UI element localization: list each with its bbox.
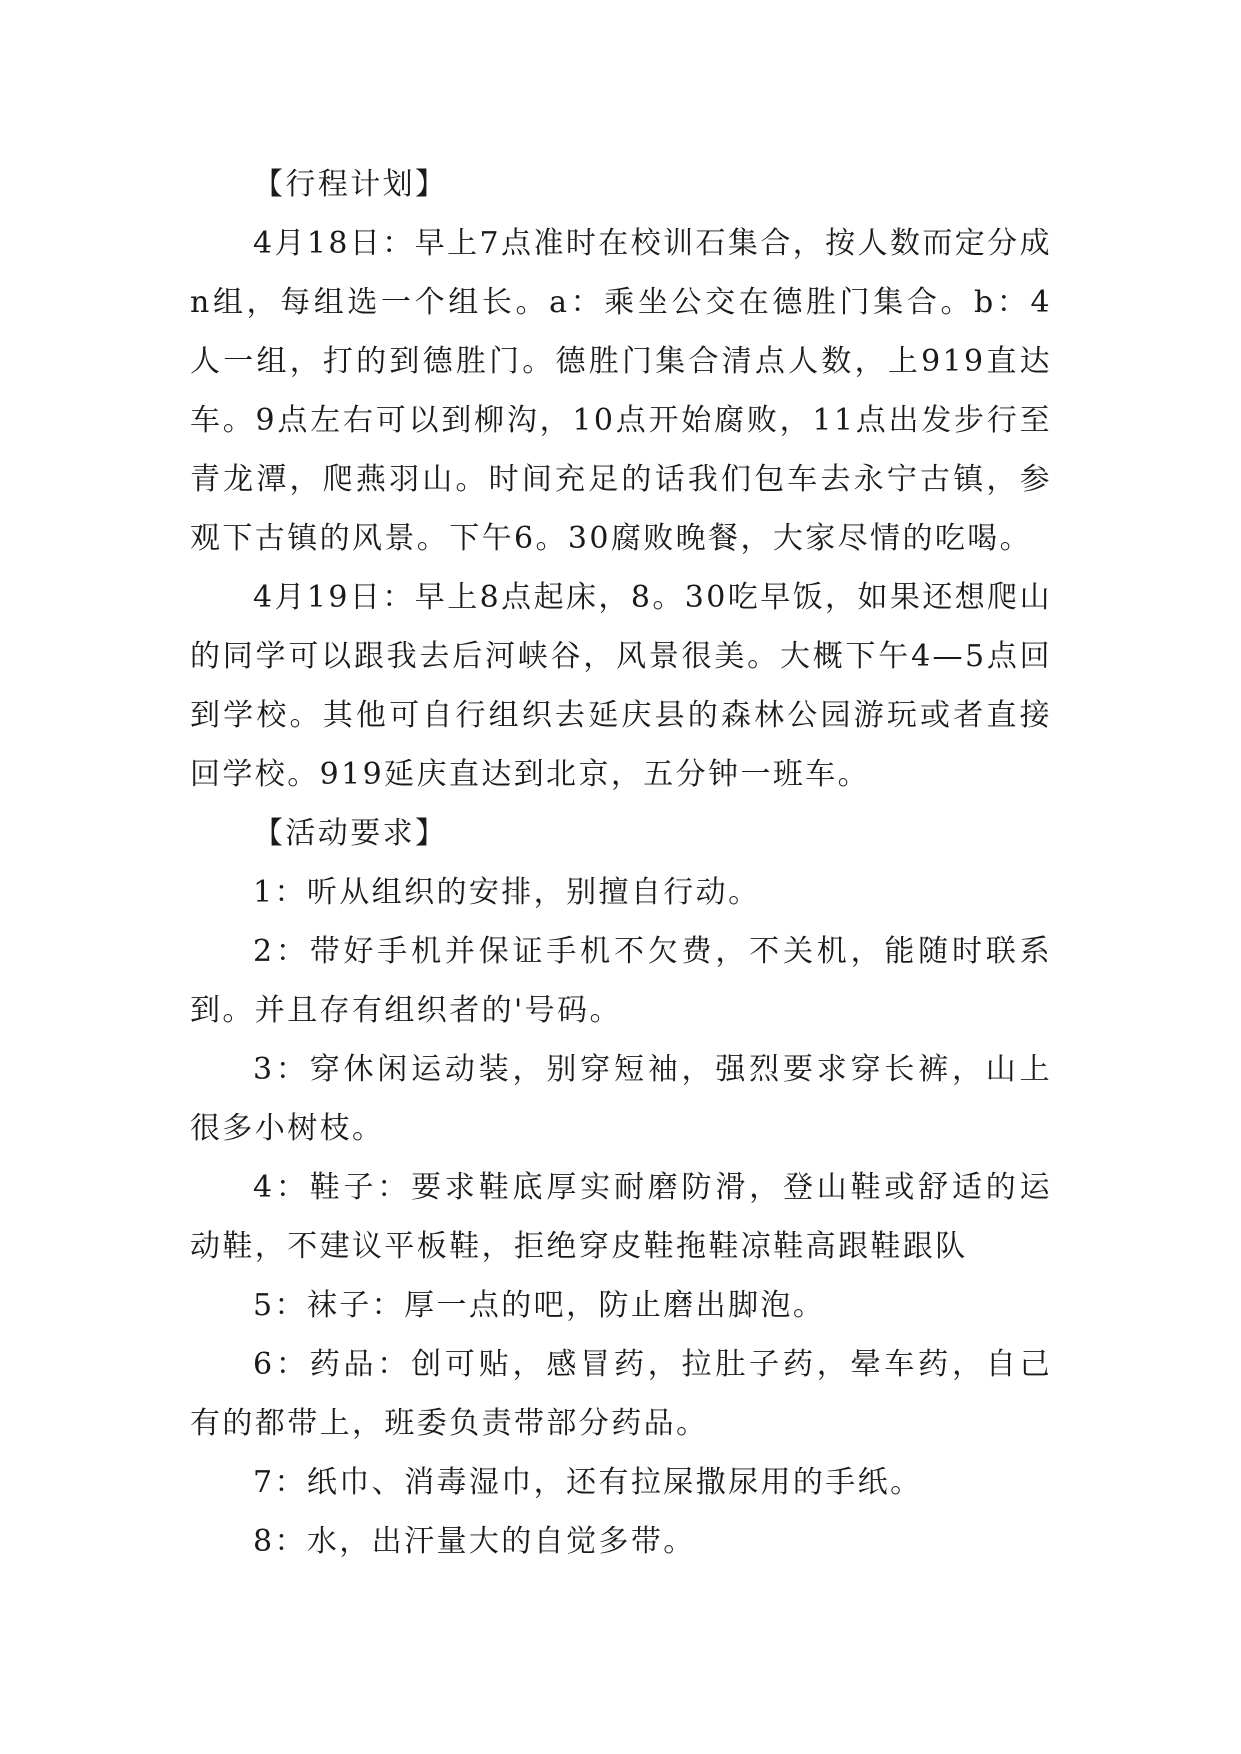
requirement-item-1: 1：听从组织的安排，别擅自行动。 [253,875,761,910]
requirement-item-6: 6：药品：创可贴，感冒药，拉肚子药，晕车药，自己有的都带上，班委负责带部分药品。 [190,1347,1052,1441]
requirement-item-5: 5：袜子：厚一点的吧，防止磨出脚泡。 [253,1288,826,1323]
requirement-item-4: 4：鞋子：要求鞋底厚实耐磨防滑，登山鞋或舒适的运动鞋，不建议平板鞋，拒绝穿皮鞋拖鞋凉鞋高跟鞋跟队 [190,1170,1052,1264]
requirement-item-2: 2：带好手机并保证手机不欠费，不关机，能随时联系到。并且存有组织者的'号码。 [190,934,1052,1028]
document-body [190,155,1052,1571]
requirement-item-7: 7：纸巾、消毒湿巾，还有拉屎撒尿用的手纸。 [253,1465,923,1500]
requirement-item-8: 8：水，出汗量大的自觉多带。 [253,1524,696,1559]
itinerary-day1-paragraph: 4月18日：早上7点准时在校训石集合，按人数而定分成n组，每组选一个组长。a：乘坐公交在德胜门集合。b：4人一组，打的到德胜门。德胜门集合清点人数，上919直达车。9点左右可以到柳沟，10点开始腐败，11点出发步行至青龙潭，爬燕羽山。时间充足的话我们包车去永宁古镇，参观下古镇的风景。下午6。30腐败晚餐，大家尽情的吃喝。 [190,226,1052,556]
requirement-item-3: 3：穿休闲运动装，别穿短袖，强烈要求穿长裤，山上很多小树枝。 [190,1052,1052,1146]
section-heading-itinerary: 【行程计划】 [253,167,448,202]
section-heading-requirements: 【活动要求】 [253,816,448,851]
itinerary-day2-paragraph: 4月19日：早上8点起床，8。30吃早饭，如果还想爬山的同学可以跟我去后河峡谷，风景很美。大概下午4—5点回到学校。其他可自行组织去延庆县的森林公园游玩或者直接回学校。919延庆直达到北京，五分钟一班车。 [190,580,1052,792]
